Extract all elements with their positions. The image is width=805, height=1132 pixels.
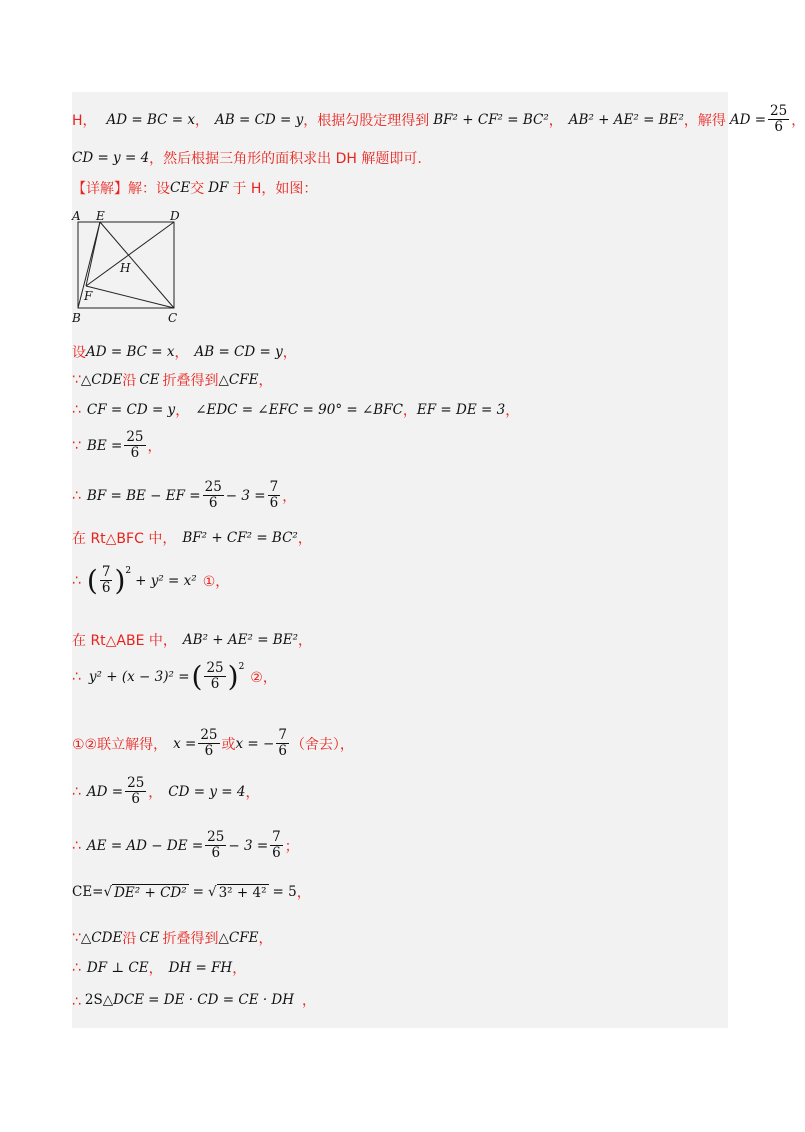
comma: ， xyxy=(282,488,297,505)
math: DF xyxy=(208,180,229,196)
text: ①②联立解得， xyxy=(72,736,168,753)
line-9 xyxy=(72,480,296,511)
line-10 xyxy=(72,528,312,548)
fraction: $\frac{25}{6}$ xyxy=(770,103,788,135)
label-f: F xyxy=(84,289,93,303)
comma: ， xyxy=(548,112,563,129)
right-paren: ) xyxy=(114,564,126,597)
math: y² + (x − 3)² = xyxy=(88,668,190,685)
comma: ， xyxy=(296,885,311,901)
line-7 xyxy=(72,400,519,420)
therefore-symbol: ∴ xyxy=(72,487,81,504)
math: △CFE xyxy=(218,372,259,388)
label-h: H xyxy=(120,261,131,275)
therefore-symbol: ∴ xyxy=(72,994,81,1010)
math: DH = FH xyxy=(168,960,233,976)
text: ，解得 xyxy=(683,112,726,129)
fraction: $\frac{7}{6}$ xyxy=(269,479,279,511)
segment-ef xyxy=(86,222,100,286)
fraction: $\frac{25}{6}$ xyxy=(126,429,144,461)
math: AE = AD − DE = xyxy=(86,837,204,854)
math: CE xyxy=(139,372,160,388)
right-paren: ) xyxy=(227,660,239,693)
math: AB² + AE² = BE² xyxy=(568,111,684,128)
line-1 xyxy=(72,104,805,135)
math: − 3 = xyxy=(225,487,266,504)
therefore-symbol: ∴ xyxy=(72,837,81,854)
text: 折叠得到 xyxy=(162,373,219,389)
text: 在 Rt△BFC 中， xyxy=(72,531,177,547)
math: BE = xyxy=(86,437,123,454)
fraction: $\frac{25}{6}$ xyxy=(206,660,224,692)
comma: ， xyxy=(195,112,210,129)
comma: ， xyxy=(147,438,162,455)
circled-number: ①， xyxy=(202,573,230,590)
text: ，根据勾股定理得到 xyxy=(303,112,430,129)
comma: ， xyxy=(258,931,273,947)
comma: ， xyxy=(258,373,273,389)
label-c: C xyxy=(168,311,178,325)
comma: ， xyxy=(402,403,417,419)
fraction: $\frac{7}{6}$ xyxy=(272,829,281,861)
because-symbol: ∵ xyxy=(72,437,81,454)
math: x = − xyxy=(235,735,275,752)
text: （舍去）， xyxy=(290,736,354,753)
math: 2S xyxy=(84,992,103,1008)
math: ∠EDC = ∠EFC = 90° = ∠BFC xyxy=(195,402,403,418)
line-12 xyxy=(72,630,312,650)
math: AD = BC = x xyxy=(106,111,196,128)
text: 于 H，如图： xyxy=(232,181,318,197)
line-6 xyxy=(72,370,272,390)
text: 折叠得到 xyxy=(162,931,219,947)
sqrt-radicand: DE² + CD² xyxy=(114,884,187,901)
comma: ， xyxy=(245,784,260,801)
comma: ， xyxy=(302,993,317,1009)
left-paren: ( xyxy=(86,564,98,597)
math: AD = BC = x xyxy=(86,344,175,360)
math: △CDE xyxy=(80,930,123,946)
circled-number: ②， xyxy=(250,669,277,686)
fraction: $\frac{25}{6}$ xyxy=(127,775,145,807)
line-11: ∴ ( $\frac{7}{6}$ ) $^2$ + y² = x² ①， xyxy=(72,564,230,597)
comma: ， xyxy=(505,403,520,419)
comma: ， xyxy=(148,784,163,801)
comma: ， xyxy=(791,112,805,129)
line-15 xyxy=(72,776,259,807)
line-14 xyxy=(72,728,354,759)
line-17: CE= √ DE² + CD² = √ 3² + 4² = 5 ， xyxy=(72,884,311,901)
therefore-symbol: ∴ xyxy=(72,960,81,976)
math: CF = CD = y xyxy=(86,402,176,418)
therefore-symbol: ∴ xyxy=(72,572,81,589)
text: 在 Rt△ABE 中， xyxy=(72,633,177,649)
math: CE xyxy=(170,180,191,196)
comma: ， xyxy=(232,961,247,977)
label-d: D xyxy=(170,209,180,223)
sqrt-radicand: 3² + 4² xyxy=(218,884,267,901)
comma: ， xyxy=(174,345,189,361)
text: H， xyxy=(72,112,97,129)
section-label: 【详解】 xyxy=(72,181,128,197)
math: = DE · CD = CE · DH xyxy=(148,992,295,1008)
segment-ec xyxy=(100,222,174,308)
therefore-symbol: ∴ xyxy=(72,783,81,800)
fraction: $\frac{25}{6}$ xyxy=(200,727,218,759)
segment-fc xyxy=(86,286,174,308)
text: 设 xyxy=(72,345,86,361)
math: BF = BE − EF = xyxy=(86,487,201,504)
math: △CFE xyxy=(218,930,259,946)
text: 沿 xyxy=(122,373,137,389)
math: − 3 = xyxy=(228,837,269,854)
math: AD = xyxy=(729,111,767,128)
comma: ， xyxy=(298,633,312,649)
math: x = xyxy=(173,735,197,752)
math: AB = CD = y xyxy=(215,111,304,128)
math: BF² + CF² = BC² xyxy=(433,111,549,128)
text: 沿 xyxy=(122,931,137,947)
equals: = xyxy=(192,884,204,900)
math: CD = y = 4 xyxy=(72,150,150,166)
math: AD = xyxy=(86,783,124,800)
line-20 xyxy=(72,990,316,1010)
because-symbol: ∵ xyxy=(72,930,81,946)
text: 或 xyxy=(221,736,236,753)
line-13: ∴ y² + (x − 3)² = ( $\frac{25}{6}$ ) $^2$ ②， xyxy=(72,660,277,693)
line-3 xyxy=(72,178,317,198)
line-2 xyxy=(72,148,422,168)
therefore-symbol: ∴ xyxy=(72,668,81,685)
math: CE xyxy=(139,930,160,946)
solution-panel xyxy=(72,92,805,1028)
math: DF ⊥ CE xyxy=(86,960,149,976)
label-e: E xyxy=(96,209,105,223)
label-b: B xyxy=(72,311,81,325)
text: 解：设 xyxy=(128,181,170,197)
comma: ， xyxy=(175,403,190,419)
math: CE= xyxy=(72,884,104,900)
math: △CDE xyxy=(80,372,123,388)
label-a: A xyxy=(72,209,81,223)
comma: ， xyxy=(297,531,312,547)
math: BF² + CF² = BC² xyxy=(182,530,298,546)
fraction: $\frac{25}{6}$ xyxy=(207,829,225,861)
line-19 xyxy=(72,958,246,978)
therefore-symbol: ∴ xyxy=(72,402,81,418)
because-symbol: ∵ xyxy=(72,372,81,388)
text: ，然后根据三角形的面积求出 DH 解题即可. xyxy=(149,151,422,167)
comma: ， xyxy=(148,961,163,977)
subscript: △DCE xyxy=(102,992,145,1008)
fraction: $\frac{25}{6}$ xyxy=(204,479,222,511)
line-18 xyxy=(72,928,272,948)
math: CD = y = 4 xyxy=(168,783,246,800)
text: 交 xyxy=(190,181,205,197)
line-8 xyxy=(72,430,162,461)
math: = 5 xyxy=(272,884,297,900)
math: EF = DE = 3 xyxy=(416,402,506,418)
line-5 xyxy=(72,342,297,362)
comma: ， xyxy=(282,345,297,361)
math: AB = CD = y xyxy=(194,344,283,360)
math: AB² + AE² = BE² xyxy=(182,632,298,648)
segment-df xyxy=(86,222,174,286)
math: + y² = x² xyxy=(135,572,197,589)
fraction: $\frac{7}{6}$ xyxy=(101,564,111,596)
line-16: ∴ AE = AD − DE = $\frac{25}{6}$ − 3 = $\frac{7}{6}$ ； xyxy=(72,829,299,861)
left-paren: ( xyxy=(191,660,203,693)
geometry-figure xyxy=(72,209,192,325)
fraction: $\frac{7}{6}$ xyxy=(278,727,287,759)
